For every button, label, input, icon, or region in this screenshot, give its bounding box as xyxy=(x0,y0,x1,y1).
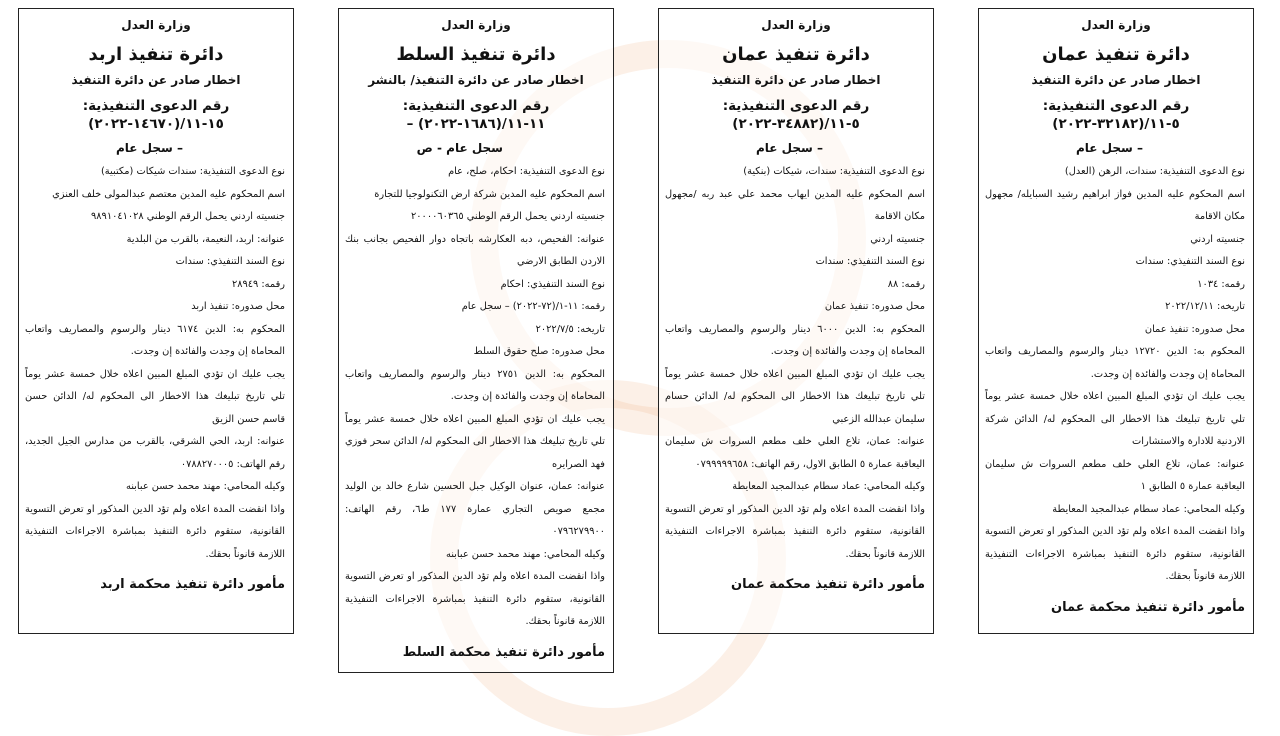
notice-paragraph: رقمه: ١١-١/(٧٢-٢٠٢٢) – سجل عام xyxy=(461,301,605,312)
notice-card xyxy=(658,8,934,634)
notice-paragraph: نوع الدعوى التنفيذية: احكام، صلح، عام xyxy=(448,166,605,177)
notice-subtitle: اخطار صادر عن دائرة التنفيذ/ بالنشر xyxy=(368,73,584,87)
notice-signature: مأمور دائرة تنفيذ محكمة السلط xyxy=(402,644,605,660)
notice-paragraph: واذا انقضت المدة اعلاه ولم تؤد الدين المذكور او تعرض التسوية القانونية، ستقوم دائرة التنفيذ بمباشرة الاجراءات التنفيذية اللازمة قانوناً بحقك. xyxy=(985,526,1245,582)
notice-paragraph: اسم المحكوم عليه المدين معتصم عبدالمولى خلف العنزي xyxy=(52,188,285,200)
notice-paragraph: عنوانه: الفحيص، دبه العكارشه باتجاه دوار الفحيص بجانب بنك الاردن الطابق الارضي xyxy=(345,233,605,267)
notice-paragraph: محل صدوره: تنفيذ اربد xyxy=(191,301,285,312)
notice-paragraph: رقمه: ٢٨٩٤٩ xyxy=(231,278,285,290)
notice-paragraph: جنسيته اردني يحمل الرقم الوطني ٢٠٠٠٠٦٠٣٦٥ xyxy=(411,211,605,222)
notice-paragraph: نوع السند التنفيذي: سندات xyxy=(815,256,925,267)
notice-paragraph: نوع الدعوى التنفيذية: سندات، الرهن (العدل) xyxy=(1064,166,1245,177)
notice-card xyxy=(338,8,614,673)
case-number: رقم الدعوى التنفيذية: ١٥-١١/(١٤٦٧٠-٢٠٢٢) xyxy=(82,98,230,132)
registry-label: – سجل عام xyxy=(755,141,823,155)
notice-paragraph: المحكوم به: الدين ٦٠٠٠ دينار والرسوم والمصاريف واتعاب المحاماة إن وجدت والفائدة إن وجدت. xyxy=(665,323,925,357)
notice-paragraph: تاريخه: ٢٠٢٢/١٢/١١ xyxy=(1165,301,1245,312)
registry-label: – سجل عام xyxy=(115,141,183,155)
notice-paragraph: واذا انقضت المدة اعلاه ولم تؤد الدين المذكور او تعرض التسوية القانونية، ستقوم دائرة التنفيذ بمباشرة الاجراءات التنفيذية اللازمة قانوناً بحقك. xyxy=(25,503,285,560)
department-title: دائرة تنفيذ عمان xyxy=(1042,44,1190,65)
notice-paragraph: واذا انقضت المدة اعلاه ولم تؤد الدين المذكور او تعرض التسوية القانونية، ستقوم دائرة التنفيذ بمباشرة الاجراءات التنفيذية اللازمة قانوناً بحقك. xyxy=(345,571,605,627)
case-number: رقم الدعوى التنفيذية: ١١-١١/(١٦٨٦-٢٠٢٢) – xyxy=(402,98,550,132)
notice-subtitle: اخطار صادر عن دائرة التنفيذ xyxy=(1031,73,1201,87)
notice-paragraph: رقمه: ٨٨ xyxy=(887,278,925,290)
registry-label: سجل عام - ص xyxy=(416,141,503,155)
notice-paragraph: المحكوم به: الدين ٦١٧٤ دينار والرسوم والمصاريف واتعاب المحاماة إن وجدت والفائدة إن وجدت. xyxy=(25,323,285,357)
notice-paragraph: جنسيته اردني يحمل الرقم الوطني ٩٨٩١٠٤١٠٢٨ xyxy=(91,211,285,222)
notice-paragraph: تاريخه: ٢٠٢٢/٧/٥ xyxy=(535,323,605,335)
notice-paragraph: وكيله المحامي: عماد سطام عبدالمجيد المعايطة xyxy=(1052,503,1245,515)
notice-paragraph: نوع السند التنفيذي: سندات xyxy=(1135,256,1245,267)
notice-card xyxy=(978,8,1254,634)
notice-paragraph: عنوانه: عمان، عنوان الوكيل جبل الحسين شارع خالد بن الوليد مجمع صويص التجاري عمارة ١٧٧ ط٦، رقم الهاتف: ٠٧٩٦٢٧٩٩٠٠ xyxy=(345,481,605,537)
notice-card xyxy=(18,8,294,634)
notice-paragraph: اسم المحكوم عليه المدين ايهاب محمد علي عبد ربه /مجهول مكان الاقامة xyxy=(665,188,925,222)
ministry-title: وزارة العدل xyxy=(121,18,191,32)
notice-paragraph: المحكوم به: الدين ١٢٧٢٠ دينار والرسوم والمصاريف واتعاب المحاماة إن وجدت والفائدة إن وجدت. xyxy=(985,346,1245,380)
notice-body xyxy=(19,155,293,566)
notice-paragraph: يجب عليك ان تؤدي المبلغ المبين اعلاه خلال خمسة عشر يوماً تلي تاريخ تبليغك هذا الاخطار الى المحكوم له/ الدائن حسام سليمان عبدالله الزعبي xyxy=(665,368,925,425)
notice-signature: مأمور دائرة تنفيذ محكمة عمان xyxy=(731,577,925,592)
notice-paragraph: نوع السند التنفيذي: سندات xyxy=(175,256,285,267)
department-title: دائرة تنفيذ السلط xyxy=(396,44,556,65)
notice-paragraph: محل صدوره: صلح حقوق السلط xyxy=(473,346,605,357)
department-title: دائرة تنفيذ عمان xyxy=(722,44,870,65)
notice-paragraph: عنوانه: اربد، الحي الشرقي، بالقرب من مدارس الجيل الجديد، رقم الهاتف: ٠٧٨٨٢٧٠٠٠٥ xyxy=(25,436,285,470)
notice-paragraph: جنسيته اردني xyxy=(870,233,925,245)
notice-paragraph: واذا انقضت المدة اعلاه ولم تؤد الدين المذكور او تعرض التسوية القانونية، ستقوم دائرة التنفيذ بمباشرة الاجراءات التنفيذية اللازمة قانوناً بحقك. xyxy=(665,503,925,560)
ministry-title: وزارة العدل xyxy=(761,18,831,32)
notice-signature: مأمور دائرة تنفيذ محكمة عمان xyxy=(1051,599,1245,615)
notice-paragraph: يجب عليك ان تؤدي المبلغ المبين اعلاه خلال خمسة عشر يوماً تلي تاريخ تبليغك هذا الاخطار الى المحكوم له/ الدائن حسن قاسم حسن الزيق xyxy=(25,368,285,425)
notice-body xyxy=(659,155,933,566)
notice-paragraph: وكيله المحامي: مهند محمد حسن عبابنه xyxy=(445,548,605,560)
notice-paragraph: وكيله المحامي: عماد سطام عبدالمجيد المعايطة xyxy=(732,481,925,492)
notice-paragraph: رقمه: ١٠٣٤ xyxy=(1197,278,1245,290)
notice-paragraph: محل صدوره: تنفيذ عمان xyxy=(824,301,925,312)
ministry-title: وزارة العدل xyxy=(441,18,511,32)
notice-paragraph: عنوانه: اربد، النعيمة، بالقرب من البلدية xyxy=(126,233,285,245)
notice-paragraph: نوع الدعوى التنفيذية: سندات شيكات (مكتبية) xyxy=(100,166,285,177)
case-number: رقم الدعوى التنفيذية: ٥-١١/(٣٤٨٨٢-٢٠٢٢) xyxy=(722,98,870,132)
notice-paragraph: المحكوم به: الدين ٢٧٥١ دينار والرسوم والمصاريف واتعاب المحاماة إن وجدت والفائدة إن وجدت. xyxy=(345,368,605,402)
department-title: دائرة تنفيذ اربد xyxy=(88,44,224,65)
registry-label: – سجل عام xyxy=(1075,141,1143,155)
notice-paragraph: محل صدوره: تنفيذ عمان xyxy=(1144,323,1245,335)
notice-subtitle: اخطار صادر عن دائرة التنفيذ xyxy=(71,73,241,87)
notice-paragraph: اسم المحكوم عليه المدين فواز ابراهيم رشيد السبايله/ مجهول مكان الاقامة xyxy=(985,188,1245,222)
notice-paragraph: عنوانه: عمان، تلاع العلي خلف مطعم السروات ش سليمان اليعاقبة عمارة ٥ الطابق الاول، رقم الهاتف: ٠٧٩٩٩٩٩٦٥٨ xyxy=(665,436,925,470)
notice-paragraph: نوع السند التنفيذي: احكام xyxy=(500,278,605,290)
case-number: رقم الدعوى التنفيذية: ٥-١١/(٣٢١٨٢-٢٠٢٢) xyxy=(1042,98,1190,132)
notice-paragraph: اسم المحكوم عليه المدين شركة ارض التكنولوجيا للتجارة xyxy=(374,188,605,200)
notice-paragraph: يجب عليك ان تؤدي المبلغ المبين اعلاه خلال خمسة عشر يوماً تلي تاريخ تبليغك هذا الاخطار الى المحكوم له/ الدائن سحر فوزي فهد الصرايره xyxy=(345,413,605,470)
notice-paragraph: جنسيته اردني xyxy=(1190,233,1245,245)
notice-paragraph: عنوانه: عمان، تلاع العلي خلف مطعم السروات ش سليمان اليعاقبة عمارة ٥ الطابق ١ xyxy=(985,458,1245,492)
notice-body xyxy=(339,155,613,634)
notice-subtitle: اخطار صادر عن دائرة التنفيذ xyxy=(711,73,881,87)
notice-paragraph: نوع الدعوى التنفيذية: سندات، شيكات (بنكية) xyxy=(743,166,925,177)
ministry-title: وزارة العدل xyxy=(1081,18,1151,32)
notice-signature: مأمور دائرة تنفيذ محكمة اربد xyxy=(100,577,285,592)
notice-body xyxy=(979,155,1253,589)
notice-paragraph: يجب عليك ان تؤدي المبلغ المبين اعلاه خلال خمسة عشر يوماً تلي تاريخ تبليغك هذا الاخطار الى المحكوم له/ الدائن شركة الاردنية للادارة والاستشارات xyxy=(985,391,1245,447)
notice-paragraph: وكيله المحامي: مهند محمد حسن عبابنه xyxy=(125,481,285,492)
